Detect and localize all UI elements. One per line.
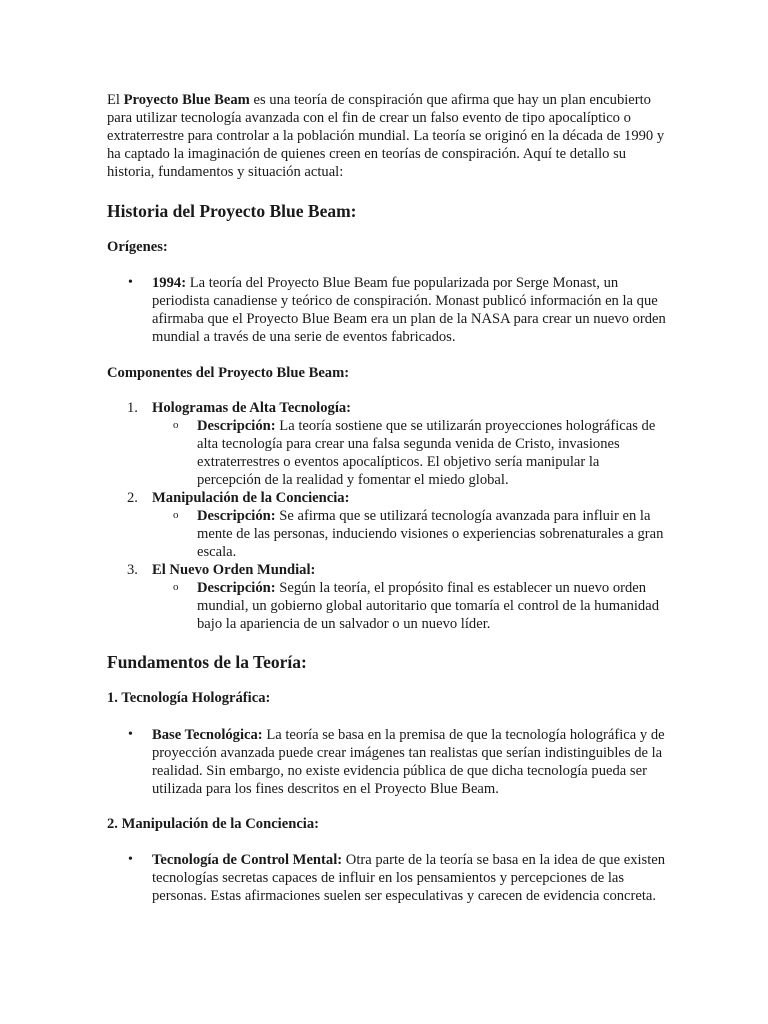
item-title: El Nuevo Orden Mundial:: [152, 562, 316, 578]
sub-item-text: La teoría sostiene que se utilizarán proyecciones holográficas de alta tecnología para crear una falsa segunda venida de Cristo, invasiones extraterrestres o eventos apocalípticos. El objetivo sería manipular la percepción de la realidad y fomentar el miedo global.: [197, 418, 656, 488]
list-item-fundamento-2: [128, 851, 667, 905]
list-item-fundamento-1: [128, 726, 667, 798]
item-title: Hologramas de Alta Tecnología:: [152, 400, 352, 416]
sub-item-bold: Descripción:: [197, 580, 276, 596]
item-bold-label: Base Tecnológica:: [152, 727, 263, 743]
item-number: 2.: [127, 490, 138, 506]
heading-componentes: Componentes del Proyecto Blue Beam:: [107, 365, 350, 381]
item-text: Otra parte de la teoría se basa en la idea de que existen tecnologías secretas capaces de influir en los pensamientos y percepciones de las personas. Estas afirmaciones suelen ser especulativas y carecen de evidencia concreta.: [152, 852, 666, 904]
sub-item-2: [173, 507, 667, 561]
item-number: 3.: [127, 562, 138, 578]
item-bold-label: 1994:: [152, 275, 187, 291]
item-text: La teoría del Proyecto Blue Beam fue popularizada por Serge Monast, un periodista canadiense y teórico de conspiración. Monast publicó información en la que afirmaba que el Proyecto Blue Beam era un plan de la NASA para crear un nuevo orden mundial a través de una serie de eventos fabricados.: [152, 275, 666, 345]
intro-bold-term: Proyecto Blue Beam: [123, 92, 250, 108]
heading-fundamento-1: 1. Tecnología Holográfica:: [107, 690, 271, 706]
circle-bullet-icon: o: [173, 509, 179, 521]
sub-item-1: [173, 417, 667, 489]
bullet-icon: •: [128, 275, 133, 290]
item-text: La teoría se basa en la premisa de que la tecnología holográfica y de proyección avanzada puede crear imágenes tan realistas que serían indistinguibles de la realidad. Sin embargo, no existe evidencia pública de que dicha tecnología pueda ser utilizada para los fines descritos en el Proyecto Blue Beam.: [152, 727, 665, 797]
intro-lead: El: [107, 92, 124, 108]
numbered-item-2: [127, 489, 667, 507]
item-title: Manipulación de la Conciencia:: [152, 490, 350, 506]
bullet-icon: •: [128, 852, 133, 867]
item-bold-label: Tecnología de Control Mental:: [152, 852, 343, 868]
heading-origenes: Orígenes:: [107, 239, 168, 255]
sub-item-bold: Descripción:: [197, 418, 276, 434]
sub-item-text: Según la teoría, el propósito final es establecer un nuevo orden mundial, un gobierno global autoritario que tomaría el control de la humanidad bajo la apariencia de un salvador o un nuevo líder.: [197, 580, 660, 632]
heading-fundamentos: Fundamentos de la Teoría:: [107, 652, 307, 672]
intro-text: es una teoría de conspiración que afirma que hay un plan encubierto para utilizar tecnología avanzada con el fin de crear un falso evento de tipo apocalíptico o extraterrestre para controlar a la población mundial. La teoría se originó en la década de 1990 y ha captado la imaginación de quienes creen en teorías de conspiración. Aquí te detallo su historia, fundamentos y situación actual:: [107, 92, 665, 180]
circle-bullet-icon: o: [173, 419, 179, 431]
numbered-item-3: [127, 561, 667, 579]
circle-bullet-icon: o: [173, 581, 179, 593]
intro-paragraph: [107, 91, 667, 181]
item-number: 1.: [127, 400, 138, 416]
list-item-origenes: [128, 274, 667, 346]
sub-item-text: Se afirma que se utilizará tecnología avanzada para influir en la mente de las personas, induciendo visiones o experiencias sobrenaturales a gran escala.: [197, 508, 664, 560]
numbered-item-1: [127, 399, 667, 417]
bullet-icon: •: [128, 727, 133, 742]
sub-item-3: [173, 579, 667, 633]
heading-historia: Historia del Proyecto Blue Beam:: [107, 201, 357, 221]
sub-item-bold: Descripción:: [197, 508, 276, 524]
heading-fundamento-2: 2. Manipulación de la Conciencia:: [107, 816, 320, 832]
